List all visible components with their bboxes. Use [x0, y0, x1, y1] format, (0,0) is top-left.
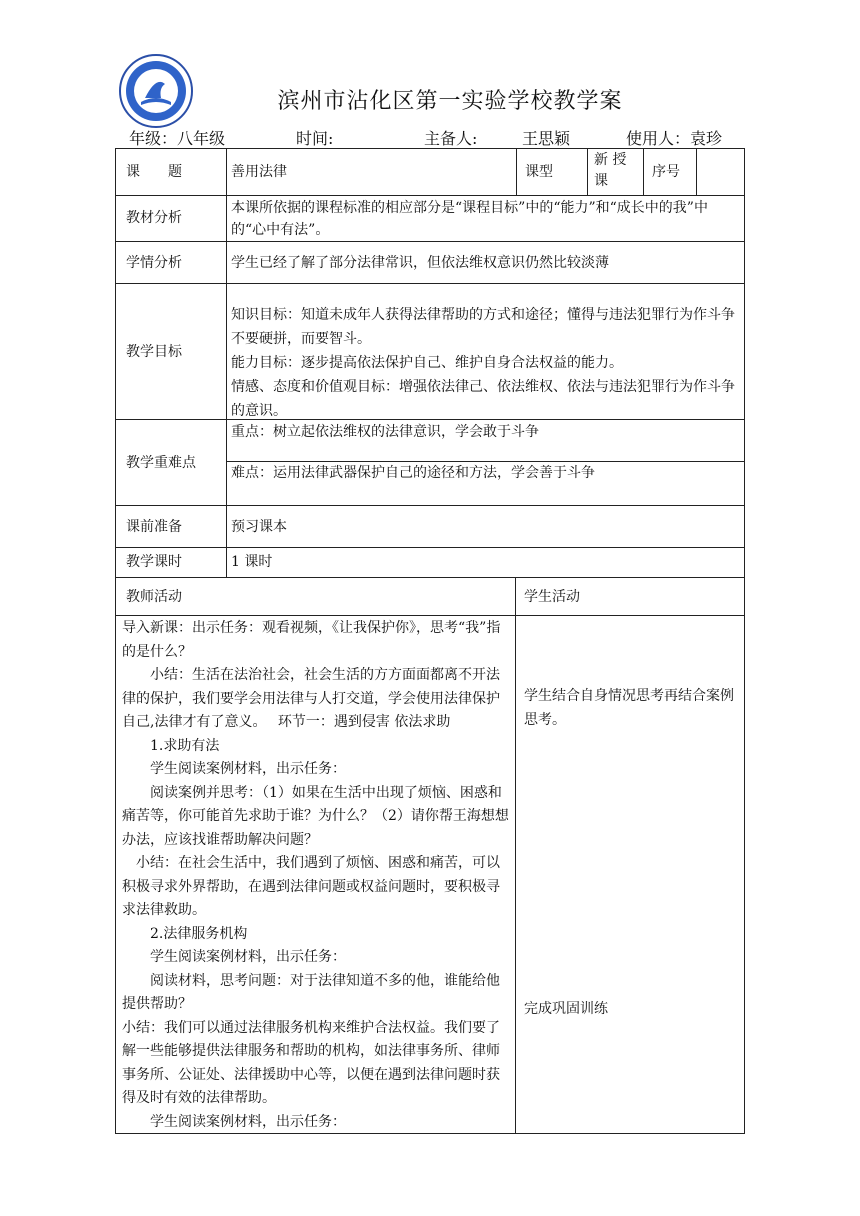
ability-goal: 能力目标：逐步提高依法保护自己、维护自身合法权益的能力。 — [231, 355, 623, 371]
col-divider — [516, 149, 517, 195]
material-analysis-text: 本课所依据的课程标准的相应部分是“课程目标”中的“能力”和“成长中的我”中的“心中有法”。 — [231, 200, 708, 238]
section-heading: 2.法律服务机构 — [150, 925, 248, 942]
summary-paragraph: 小结：在社会生活中，我们遇到了烦恼、困惑和痛苦，可以积极寻求外界帮助，在遇到法律问题或权益问题时，要积极寻求法律救助。 — [122, 855, 500, 918]
user-label: 使用人：袁珍 — [626, 129, 723, 148]
lesson-type-value: 新 授 课 — [594, 152, 627, 189]
lesson-intro: 导入新课：出示任务：观看视频，《让我保护你》，思考“我”指的是什么？ — [122, 620, 501, 660]
knowledge-goal: 知识目标：知道未成年人获得法律帮助的方式和途径；懂得与违法犯罪行为作斗争不要硬拼，而要智斗。 — [231, 307, 735, 347]
grade-label: 年级：八年级 — [129, 129, 226, 148]
row-divider — [116, 283, 744, 284]
teaching-goals — [231, 303, 741, 423]
teaching-goals-label: 教学目标 — [126, 344, 182, 360]
key-difficult-label: 教学重难点 — [126, 455, 196, 471]
case-question: 阅读材料，思考问题：对于法律知道不多的他，谁能给他提供帮助？ — [122, 972, 500, 1012]
preparation-label: 课前准备 — [126, 519, 182, 535]
col-divider — [226, 149, 227, 577]
task-line: 学生阅读案例材料，出示任务： — [150, 949, 346, 965]
student-activity-item: 学生结合自身情况思考再结合案例思考。 — [524, 688, 734, 728]
attitude-goal: 情感、态度和价值观目标：增强依法律己、依法维权、依法与违法犯罪行为作斗争的意识。 — [231, 379, 735, 419]
class-hours-value: 1 课时 — [231, 554, 273, 570]
teacher-activity-content — [122, 617, 510, 1134]
topic-label: 课 题 — [126, 164, 182, 180]
col-divider — [696, 149, 697, 195]
row-divider — [116, 547, 744, 548]
material-analysis-label: 教材分析 — [126, 210, 182, 226]
col-divider — [515, 577, 516, 1134]
row-divider — [116, 195, 744, 196]
student-activity-header: 学生活动 — [524, 589, 580, 605]
task-line: 学生阅读案例材料，出示任务： — [150, 761, 346, 777]
preparation-value: 预习课本 — [231, 519, 287, 535]
section-heading: 1.求助有法 — [150, 737, 220, 754]
topic-value: 善用法律 — [231, 164, 287, 180]
task-line: 学生阅读案例材料，出示任务： — [150, 1113, 346, 1130]
lesson-type-label: 课型 — [525, 164, 553, 180]
student-analysis-label: 学情分析 — [126, 255, 182, 271]
summary-paragraph: 小结：生活在法治社会，社会生活的方方面面都离不开法律的保护，我们要学会用法律与人打交道，学会使用法律保护自己,法律才有了意义。 环节一：遇到侵害 依法求助 — [122, 667, 500, 730]
student-activity-item: 完成巩固训练 — [524, 1001, 608, 1017]
difficult-point: 难点：运用法律武器保护自己的途径和方法，学会善于斗争 — [231, 465, 595, 481]
student-analysis-text: 学生已经了解了部分法律常识，但依法维权意识仍然比较淡薄 — [231, 255, 609, 271]
document-title: 滨州市沾化区第一实验学校教学案 — [277, 89, 623, 114]
row-divider — [116, 577, 744, 578]
preparer-name: 王思颖 — [522, 129, 571, 148]
preparer-label: 主备人: — [424, 129, 478, 148]
sequence-label: 序号 — [652, 164, 680, 180]
case-question: 阅读案例并思考：（1）如果在生活中出现了烦恼、困惑和痛苦等，你可能首先求助于谁？为什么？（2）请你帮王海想想办法，应该找谁帮助解决问题？ — [122, 784, 509, 848]
key-point: 重点：树立起依法维权的法律意识，学会敢于斗争 — [231, 424, 539, 440]
teacher-activity-header: 教师活动 — [126, 589, 182, 605]
col-divider — [643, 149, 644, 195]
lesson-plan-table — [115, 148, 745, 1134]
time-label: 时间: — [296, 129, 334, 148]
col-divider — [587, 149, 588, 195]
row-divider — [116, 505, 744, 506]
class-hours-label: 教学课时 — [126, 554, 182, 570]
summary-paragraph: 小结：我们可以通过法律服务机构来维护合法权益。我们要了解一些能够提供法律服务和帮助的机构，如法律事务所、律师事务所、公证处、法律援助中心等，以便在遇到法律问题时获得及时有效的法律帮助。 — [122, 1019, 500, 1106]
row-divider — [116, 241, 744, 242]
row-divider — [116, 615, 744, 616]
